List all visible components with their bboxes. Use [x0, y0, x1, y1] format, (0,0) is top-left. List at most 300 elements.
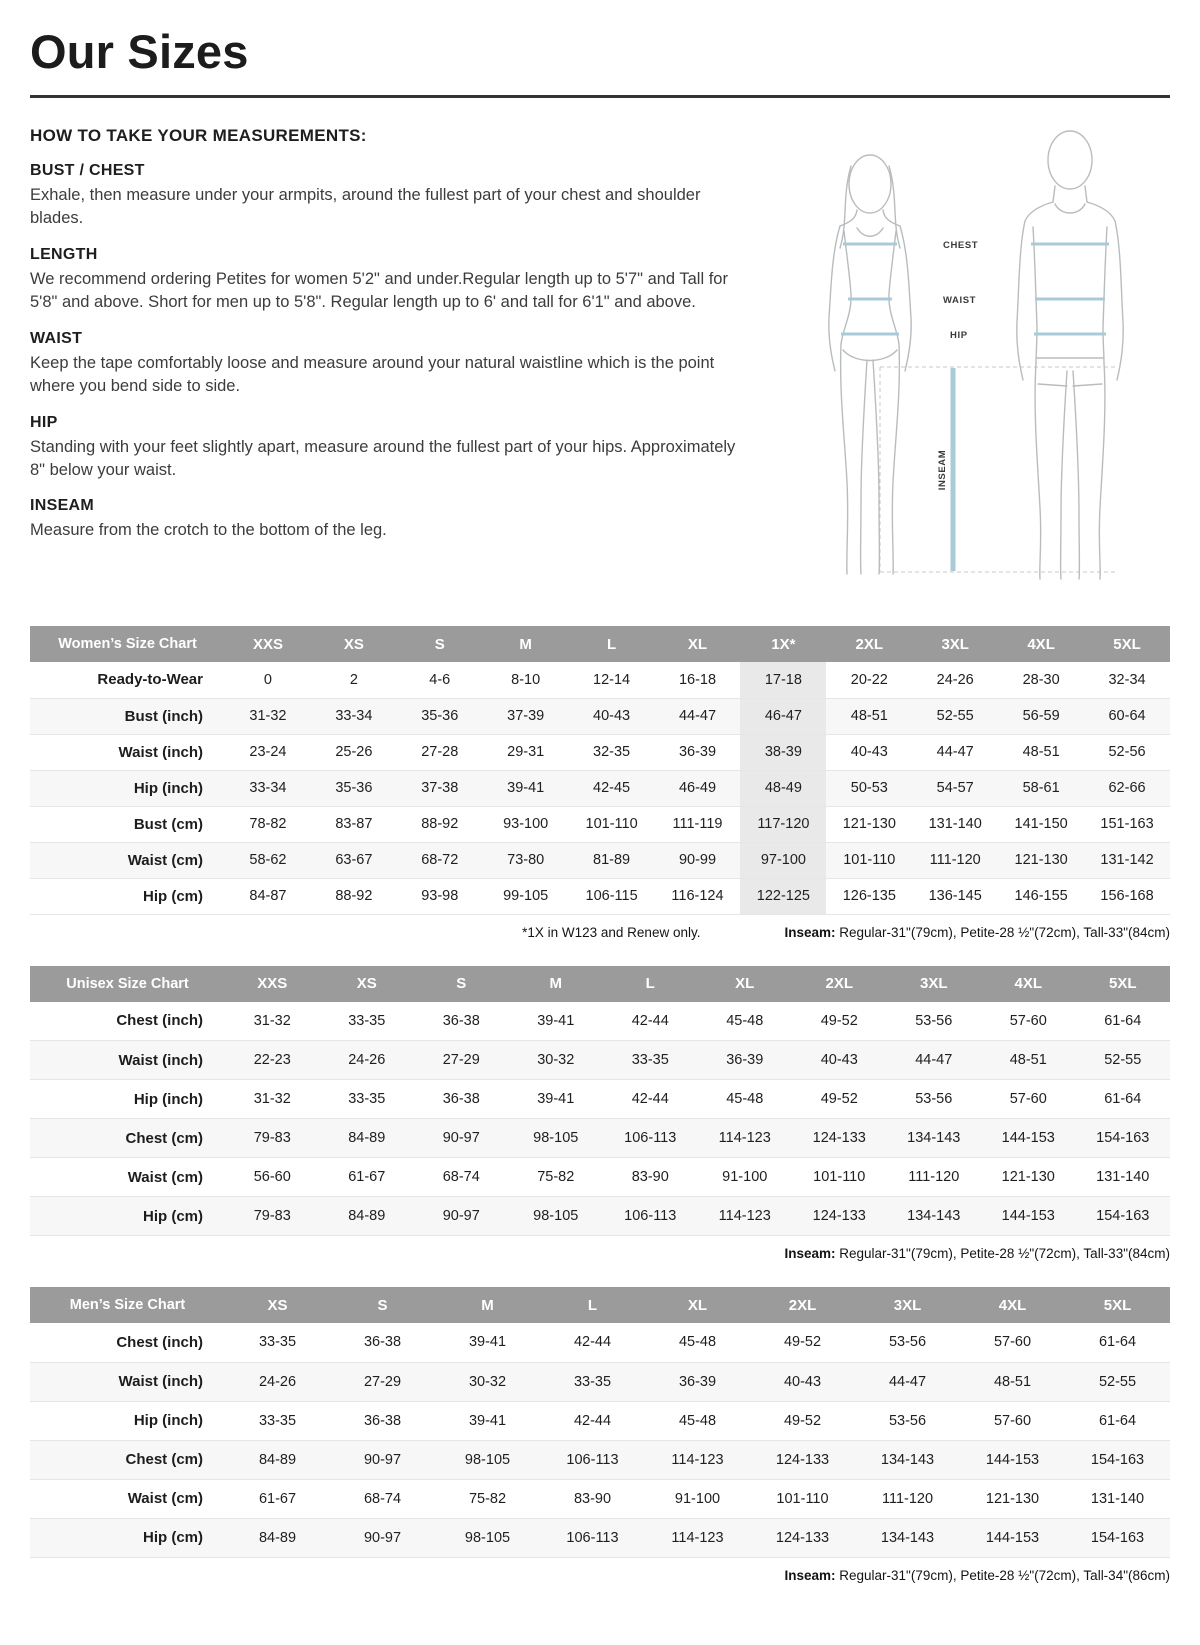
- title-divider: [30, 95, 1170, 98]
- size-cell: 84-89: [258, 1451, 297, 1468]
- size-cell: 154-163: [1090, 1529, 1145, 1546]
- size-cell: 35-36: [421, 708, 459, 724]
- size-cell: 84-89: [258, 1529, 297, 1546]
- size-cell: 90-97: [442, 1208, 480, 1224]
- size-cell: 31-32: [253, 1091, 291, 1107]
- size-cell: 30-32: [537, 1052, 575, 1068]
- size-cell: 114-123: [718, 1130, 771, 1146]
- size-cell: 45-48: [678, 1334, 717, 1351]
- row-label: Waist (cm): [127, 1168, 203, 1186]
- womens-inseam-note-text: Regular-31"(79cm), Petite-28 ½"(72cm), Tall-33"(84cm): [835, 924, 1170, 940]
- size-cell: 136-145: [928, 888, 982, 904]
- size-cell: 45-48: [678, 1412, 717, 1429]
- row-label: Bust (cm): [133, 815, 203, 833]
- size-cell: 36-39: [726, 1052, 764, 1068]
- size-cell: 111-120: [908, 1169, 960, 1185]
- size-cell: 61-67: [348, 1169, 386, 1185]
- mens-table-notes: [30, 1568, 1170, 1583]
- size-cell: 44-47: [678, 708, 717, 724]
- size-cell: 50-53: [850, 780, 888, 796]
- size-cell: 68-74: [363, 1490, 402, 1507]
- table-row: [30, 1158, 1170, 1197]
- size-cell: 52-55: [936, 708, 974, 724]
- table-row: [30, 1119, 1170, 1158]
- size-cell: 61-67: [258, 1490, 297, 1507]
- row-label: Hip (cm): [143, 887, 203, 905]
- size-cell: 121-130: [985, 1490, 1040, 1507]
- size-cell: 144-153: [1001, 1208, 1055, 1224]
- size-cell: 0: [263, 671, 272, 688]
- body-measurement-diagram: [795, 122, 1170, 590]
- column-header: 3XL: [855, 1287, 960, 1323]
- size-cell: 83-87: [335, 816, 373, 832]
- size-cell: 52-55: [1104, 1052, 1142, 1068]
- column-header: XL: [698, 966, 793, 1002]
- column-header: XXS: [225, 626, 311, 662]
- size-cell: 101-110: [776, 1490, 829, 1507]
- size-cell: 36-38: [363, 1334, 402, 1351]
- size-cell: 84-87: [249, 888, 287, 904]
- size-cell: 114-123: [718, 1208, 771, 1224]
- size-cell: 27-29: [363, 1373, 402, 1390]
- size-cell: 53-56: [915, 1012, 953, 1029]
- bust-chest-heading: BUST / CHEST: [30, 162, 145, 179]
- size-cell: 2: [349, 671, 358, 688]
- size-cell: 39-41: [537, 1091, 575, 1107]
- table-row: [30, 1323, 1170, 1362]
- size-cell: 32-34: [1108, 671, 1146, 688]
- size-cell: 131-140: [1090, 1490, 1145, 1507]
- measurement-lines: [841, 244, 1109, 571]
- size-cell: 134-143: [907, 1208, 961, 1224]
- row-label: Chest (cm): [125, 1451, 203, 1468]
- size-cell: 62-66: [1108, 780, 1146, 796]
- size-cell: 141-150: [1014, 816, 1068, 832]
- size-cell: 90-99: [678, 852, 717, 868]
- size-cell: 101-110: [813, 1169, 866, 1185]
- size-cell: 122-125: [740, 878, 826, 914]
- size-cell: 60-64: [1108, 708, 1146, 724]
- row-label: Waist (inch): [118, 1373, 203, 1390]
- unisex-size-chart-table: [30, 966, 1170, 1237]
- column-header: 4XL: [981, 966, 1076, 1002]
- table-header-row: [30, 1287, 1170, 1323]
- size-cell: 37-38: [421, 780, 459, 796]
- size-cell: 36-39: [678, 744, 717, 760]
- table-row: [30, 698, 1170, 734]
- size-cell: 134-143: [880, 1451, 935, 1468]
- size-cell: 134-143: [880, 1529, 935, 1546]
- row-label: Chest (inch): [116, 1333, 203, 1351]
- size-cell: 42-44: [573, 1412, 612, 1429]
- row-label: Hip (inch): [133, 1090, 203, 1108]
- mens-size-chart-table: [30, 1287, 1170, 1558]
- size-cell: 40-43: [783, 1373, 822, 1390]
- inseam-guides: [880, 367, 1117, 572]
- row-label: Waist (inch): [118, 1051, 203, 1069]
- size-cell: 40-43: [593, 708, 631, 724]
- column-header: 5XL: [1065, 1287, 1170, 1323]
- row-label: Ready-to-Wear: [97, 671, 203, 689]
- table-title: Men’s Size Chart: [30, 1287, 225, 1323]
- size-cell: 33-35: [348, 1012, 386, 1029]
- size-cell: 101-110: [585, 816, 638, 832]
- table-header-row: [30, 626, 1170, 662]
- size-cell: 49-52: [820, 1012, 858, 1029]
- womens-inseam-note: [784, 925, 1170, 940]
- row-label: Bust (inch): [124, 707, 203, 725]
- size-cell: 27-29: [442, 1052, 480, 1068]
- size-cell: 25-26: [335, 744, 373, 760]
- size-cell: 79-83: [253, 1130, 291, 1146]
- size-cell: 33-35: [258, 1334, 297, 1351]
- size-cell: 49-52: [820, 1091, 858, 1107]
- size-cell: 90-97: [363, 1451, 402, 1468]
- column-header: M: [483, 626, 569, 662]
- size-cell: 75-82: [468, 1490, 507, 1507]
- size-cell: 58-62: [249, 852, 287, 868]
- size-cell: 42-45: [593, 780, 631, 796]
- size-cell: 75-82: [537, 1169, 575, 1185]
- row-label: Hip (inch): [133, 1412, 203, 1429]
- row-label: Hip (cm): [143, 1207, 203, 1225]
- size-cell: 33-35: [258, 1412, 297, 1429]
- table-header-row: [30, 966, 1170, 1002]
- size-cell: 36-38: [363, 1412, 402, 1429]
- size-cell: 53-56: [915, 1091, 953, 1107]
- size-cell: 117-120: [740, 806, 826, 842]
- size-cell: 61-64: [1098, 1412, 1137, 1429]
- size-cell: 156-168: [1100, 888, 1154, 904]
- size-cell: 106-113: [566, 1529, 619, 1546]
- size-cell: 44-47: [888, 1373, 927, 1390]
- size-cell: 52-56: [1108, 744, 1146, 760]
- size-cell: 24-26: [348, 1052, 386, 1068]
- size-cell: 49-52: [783, 1334, 822, 1351]
- size-cell: 63-67: [335, 852, 373, 868]
- size-cell: 57-60: [993, 1412, 1032, 1429]
- size-cell: 131-142: [1100, 852, 1154, 868]
- row-label: Waist (cm): [127, 1490, 203, 1507]
- unisex-inseam-note: [784, 1246, 1170, 1261]
- size-cell: 154-163: [1096, 1130, 1150, 1146]
- size-cell: 49-52: [783, 1412, 822, 1429]
- column-header: XL: [645, 1287, 750, 1323]
- size-cell: 121-130: [842, 816, 896, 832]
- size-cell: 35-36: [335, 780, 373, 796]
- size-cell: 33-34: [335, 708, 373, 724]
- column-header: 3XL: [887, 966, 982, 1002]
- column-header: S: [414, 966, 509, 1002]
- unisex-inseam-note-text: Regular-31"(79cm), Petite-28 ½"(72cm), Tall-33"(84cm): [835, 1246, 1170, 1261]
- size-cell: 52-55: [1098, 1373, 1137, 1390]
- size-cell: 124-133: [812, 1130, 866, 1146]
- womens-inseam-note-label: Inseam:: [784, 924, 836, 940]
- size-cell: 17-18: [740, 662, 826, 698]
- body-measurement-diagram-svg: [795, 122, 1170, 590]
- male-figure: [1017, 131, 1123, 579]
- size-cell: 121-130: [1001, 1169, 1055, 1185]
- size-cell: 73-80: [507, 852, 545, 868]
- size-cell: 48-51: [993, 1373, 1032, 1390]
- column-header: L: [540, 1287, 645, 1323]
- size-cell: 57-60: [993, 1334, 1032, 1351]
- size-cell: 101-110: [843, 852, 896, 868]
- size-cell: 99-105: [503, 888, 549, 904]
- size-cell: 12-14: [593, 671, 631, 688]
- size-cell: 124-133: [775, 1451, 830, 1468]
- row-label: Hip (inch): [133, 779, 203, 797]
- column-header: 5XL: [1084, 626, 1170, 662]
- size-cell: 131-140: [928, 816, 982, 832]
- size-cell: 37-39: [507, 708, 545, 724]
- column-header: M: [509, 966, 604, 1002]
- size-cell: 16-18: [678, 671, 717, 688]
- size-cell: 28-30: [1022, 671, 1060, 688]
- size-cell: 42-44: [631, 1012, 669, 1029]
- size-cell: 57-60: [1009, 1012, 1047, 1029]
- inseam-heading: INSEAM: [30, 497, 95, 515]
- hip-text: Standing with your feet slightly apart, measure around the fullest part of your hips. Approximately 8" below your waist.: [30, 437, 736, 479]
- column-header: L: [603, 966, 698, 1002]
- column-header: 2XL: [792, 966, 887, 1002]
- size-cell: 98-105: [533, 1130, 579, 1146]
- chest-diagram-label: CHEST: [943, 240, 979, 251]
- bust-chest-text: Exhale, then measure under your armpits, around the fullest part of your chest and shoulder blades.: [30, 186, 701, 228]
- size-cell: 146-155: [1014, 888, 1068, 904]
- size-cell: 45-48: [726, 1091, 764, 1107]
- table-row: [30, 1401, 1170, 1440]
- size-cell: 39-41: [537, 1012, 575, 1029]
- instructions-heading: HOW TO TAKE YOUR MEASUREMENTS:: [30, 126, 367, 145]
- mens-inseam-note-text: Regular-31"(79cm), Petite-28 ½"(72cm), Tall-34"(86cm): [835, 1567, 1170, 1583]
- table-title: Unisex Size Chart: [30, 966, 225, 1002]
- size-cell: 32-35: [593, 744, 631, 760]
- inseam-diagram-label: INSEAM: [937, 449, 948, 491]
- size-cell: 144-153: [985, 1451, 1040, 1468]
- size-cell: 30-32: [468, 1373, 507, 1390]
- mens-inseam-note: [784, 1568, 1170, 1583]
- size-cell: 53-56: [888, 1334, 927, 1351]
- waist-diagram-label: WAIST: [943, 295, 977, 306]
- column-header: XS: [320, 966, 415, 1002]
- size-cell: 33-34: [249, 780, 287, 796]
- size-cell: 91-100: [674, 1490, 721, 1507]
- inseam-text: Measure from the crotch to the bottom of the leg.: [30, 521, 387, 540]
- table-row: [30, 662, 1170, 698]
- measurement-instructions: [30, 122, 795, 602]
- size-cell: 111-120: [929, 852, 981, 868]
- table-row: [30, 806, 1170, 842]
- size-cell: 81-89: [593, 852, 631, 868]
- size-cell: 22-23: [253, 1052, 291, 1068]
- size-cell: 4-6: [429, 671, 451, 688]
- column-header: 5XL: [1076, 966, 1171, 1002]
- size-cell: 114-123: [671, 1529, 724, 1546]
- size-cell: 48-51: [1022, 744, 1060, 760]
- size-cell: 98-105: [464, 1529, 511, 1546]
- column-header: 2XL: [826, 626, 912, 662]
- size-cell: 126-135: [842, 888, 896, 904]
- size-cell: 45-48: [726, 1012, 764, 1029]
- row-label: Chest (inch): [116, 1012, 203, 1030]
- size-cell: 91-100: [722, 1169, 768, 1185]
- column-header: 3XL: [912, 626, 998, 662]
- size-cell: 68-74: [442, 1169, 480, 1185]
- column-header: XXS: [225, 966, 320, 1002]
- size-cell: 83-90: [631, 1169, 669, 1185]
- unisex-table-notes: [30, 1246, 1170, 1261]
- size-cell: 61-64: [1104, 1091, 1142, 1107]
- size-cell: 39-41: [507, 780, 545, 796]
- column-header: 2XL: [750, 1287, 855, 1323]
- table-row: [30, 1197, 1170, 1236]
- column-header: S: [330, 1287, 435, 1323]
- size-cell: 61-64: [1098, 1334, 1137, 1351]
- size-cell: 111-119: [672, 816, 723, 832]
- size-cell: 23-24: [249, 744, 287, 760]
- table-row: [30, 1080, 1170, 1119]
- length-heading: LENGTH: [30, 245, 98, 263]
- size-cell: 93-98: [421, 888, 459, 904]
- womens-table-notes: [30, 925, 1170, 940]
- column-header: 1X*: [740, 626, 826, 662]
- size-cell: 46-47: [740, 698, 826, 734]
- size-cell: 33-35: [348, 1091, 386, 1107]
- size-cell: 79-83: [253, 1208, 291, 1224]
- size-cell: 106-113: [624, 1130, 677, 1146]
- womens-size-chart-table: [30, 626, 1170, 915]
- table-row: [30, 842, 1170, 878]
- size-cell: 134-143: [907, 1130, 961, 1146]
- size-charts-section: [30, 626, 1170, 1583]
- row-label: Chest (cm): [125, 1129, 203, 1147]
- size-cell: 83-90: [573, 1490, 612, 1507]
- column-header: XS: [311, 626, 397, 662]
- size-cell: 98-105: [533, 1208, 579, 1224]
- size-cell: 124-133: [812, 1208, 866, 1224]
- size-cell: 39-41: [468, 1412, 507, 1429]
- waist-text: Keep the tape comfortably loose and measure around your natural waistline which is the point where you bend side to side.: [30, 353, 715, 396]
- size-cell: 68-72: [421, 852, 459, 868]
- size-cell: 53-56: [888, 1412, 927, 1429]
- size-cell: 131-140: [1096, 1169, 1150, 1185]
- size-cell: 36-38: [442, 1012, 480, 1029]
- size-cell: 88-92: [335, 888, 373, 904]
- size-cell: 121-130: [1014, 852, 1068, 868]
- column-header: M: [435, 1287, 540, 1323]
- size-cell: 124-133: [775, 1529, 830, 1546]
- size-cell: 90-97: [442, 1130, 480, 1146]
- size-cell: 33-35: [631, 1052, 669, 1068]
- column-header: L: [569, 626, 655, 662]
- table-row: [30, 1362, 1170, 1401]
- row-label: Waist (inch): [118, 743, 203, 761]
- size-cell: 88-92: [421, 816, 459, 832]
- size-cell: 151-163: [1100, 816, 1154, 832]
- column-header: XL: [655, 626, 741, 662]
- size-cell: 54-57: [936, 780, 974, 796]
- size-cell: 111-120: [881, 1490, 934, 1507]
- table-row: [30, 734, 1170, 770]
- size-cell: 36-39: [678, 1373, 717, 1390]
- size-cell: 36-38: [442, 1091, 480, 1107]
- size-cell: 31-32: [249, 708, 287, 724]
- column-header: 4XL: [960, 1287, 1065, 1323]
- size-cell: 154-163: [1096, 1208, 1150, 1224]
- table-title: Women’s Size Chart: [30, 626, 225, 662]
- page-title: Our Sizes: [30, 25, 249, 78]
- size-cell: 48-49: [740, 770, 826, 806]
- size-cell: 44-47: [915, 1052, 953, 1068]
- size-cell: 106-113: [566, 1451, 619, 1468]
- hip-heading: HIP: [30, 413, 58, 431]
- row-label: Hip (cm): [143, 1529, 203, 1546]
- mens-inseam-note-label: Inseam:: [784, 1567, 836, 1583]
- size-cell: 40-43: [820, 1052, 858, 1068]
- size-cell: 24-26: [258, 1373, 297, 1390]
- size-cell: 61-64: [1104, 1012, 1142, 1029]
- hip-diagram-label: HIP: [950, 330, 968, 341]
- size-cell: 39-41: [468, 1334, 507, 1351]
- length-text: We recommend ordering Petites for women 5'2" and under.Regular length up to 5'7" and Tall for 5'8" and above. Short for men up to 5'8". Regular length up to 6' and tall for 6'1" and above.: [30, 269, 728, 312]
- one-x-footnote: *1X in W123 and Renew only.: [522, 924, 701, 940]
- size-cell: 33-35: [573, 1373, 612, 1390]
- size-cell: 56-59: [1022, 708, 1060, 724]
- row-label: Waist (cm): [127, 851, 203, 869]
- size-cell: 84-89: [348, 1208, 386, 1224]
- size-cell: 42-44: [573, 1334, 612, 1351]
- size-cell: 116-124: [671, 888, 724, 904]
- table-row: [30, 1479, 1170, 1518]
- size-cell: 106-113: [624, 1208, 677, 1224]
- size-cell: 56-60: [253, 1169, 291, 1185]
- size-cell: 154-163: [1090, 1451, 1145, 1468]
- size-cell: 38-39: [740, 734, 826, 770]
- size-cell: 8-10: [511, 671, 541, 688]
- size-cell: 93-100: [503, 816, 549, 832]
- size-cell: 48-51: [850, 708, 888, 724]
- size-cell: 106-115: [585, 888, 638, 904]
- size-cell: 31-32: [253, 1012, 291, 1029]
- unisex-inseam-note-label: Inseam:: [784, 1246, 836, 1261]
- table-row: [30, 1440, 1170, 1479]
- size-cell: 29-31: [507, 744, 545, 760]
- table-row: [30, 1002, 1170, 1041]
- female-figure: [829, 155, 911, 574]
- size-cell: 90-97: [363, 1529, 402, 1546]
- size-cell: 27-28: [421, 744, 459, 760]
- size-cell: 40-43: [850, 744, 888, 760]
- size-cell: 58-61: [1022, 780, 1060, 796]
- size-cell: 24-26: [936, 671, 974, 688]
- size-cell: 114-123: [671, 1451, 724, 1468]
- column-header: 4XL: [998, 626, 1084, 662]
- size-cell: 44-47: [936, 744, 974, 760]
- size-cell: 98-105: [464, 1451, 511, 1468]
- size-cell: 48-51: [1009, 1052, 1047, 1068]
- size-cell: 78-82: [249, 816, 287, 832]
- table-row: [30, 878, 1170, 914]
- table-row: [30, 1518, 1170, 1557]
- measurements-section: [30, 122, 1170, 602]
- size-cell: 20-22: [850, 671, 888, 688]
- size-cell: 84-89: [348, 1130, 386, 1146]
- size-cell: 144-153: [985, 1529, 1040, 1546]
- size-cell: 57-60: [1009, 1091, 1047, 1107]
- size-cell: 144-153: [1001, 1130, 1055, 1146]
- column-header: S: [397, 626, 483, 662]
